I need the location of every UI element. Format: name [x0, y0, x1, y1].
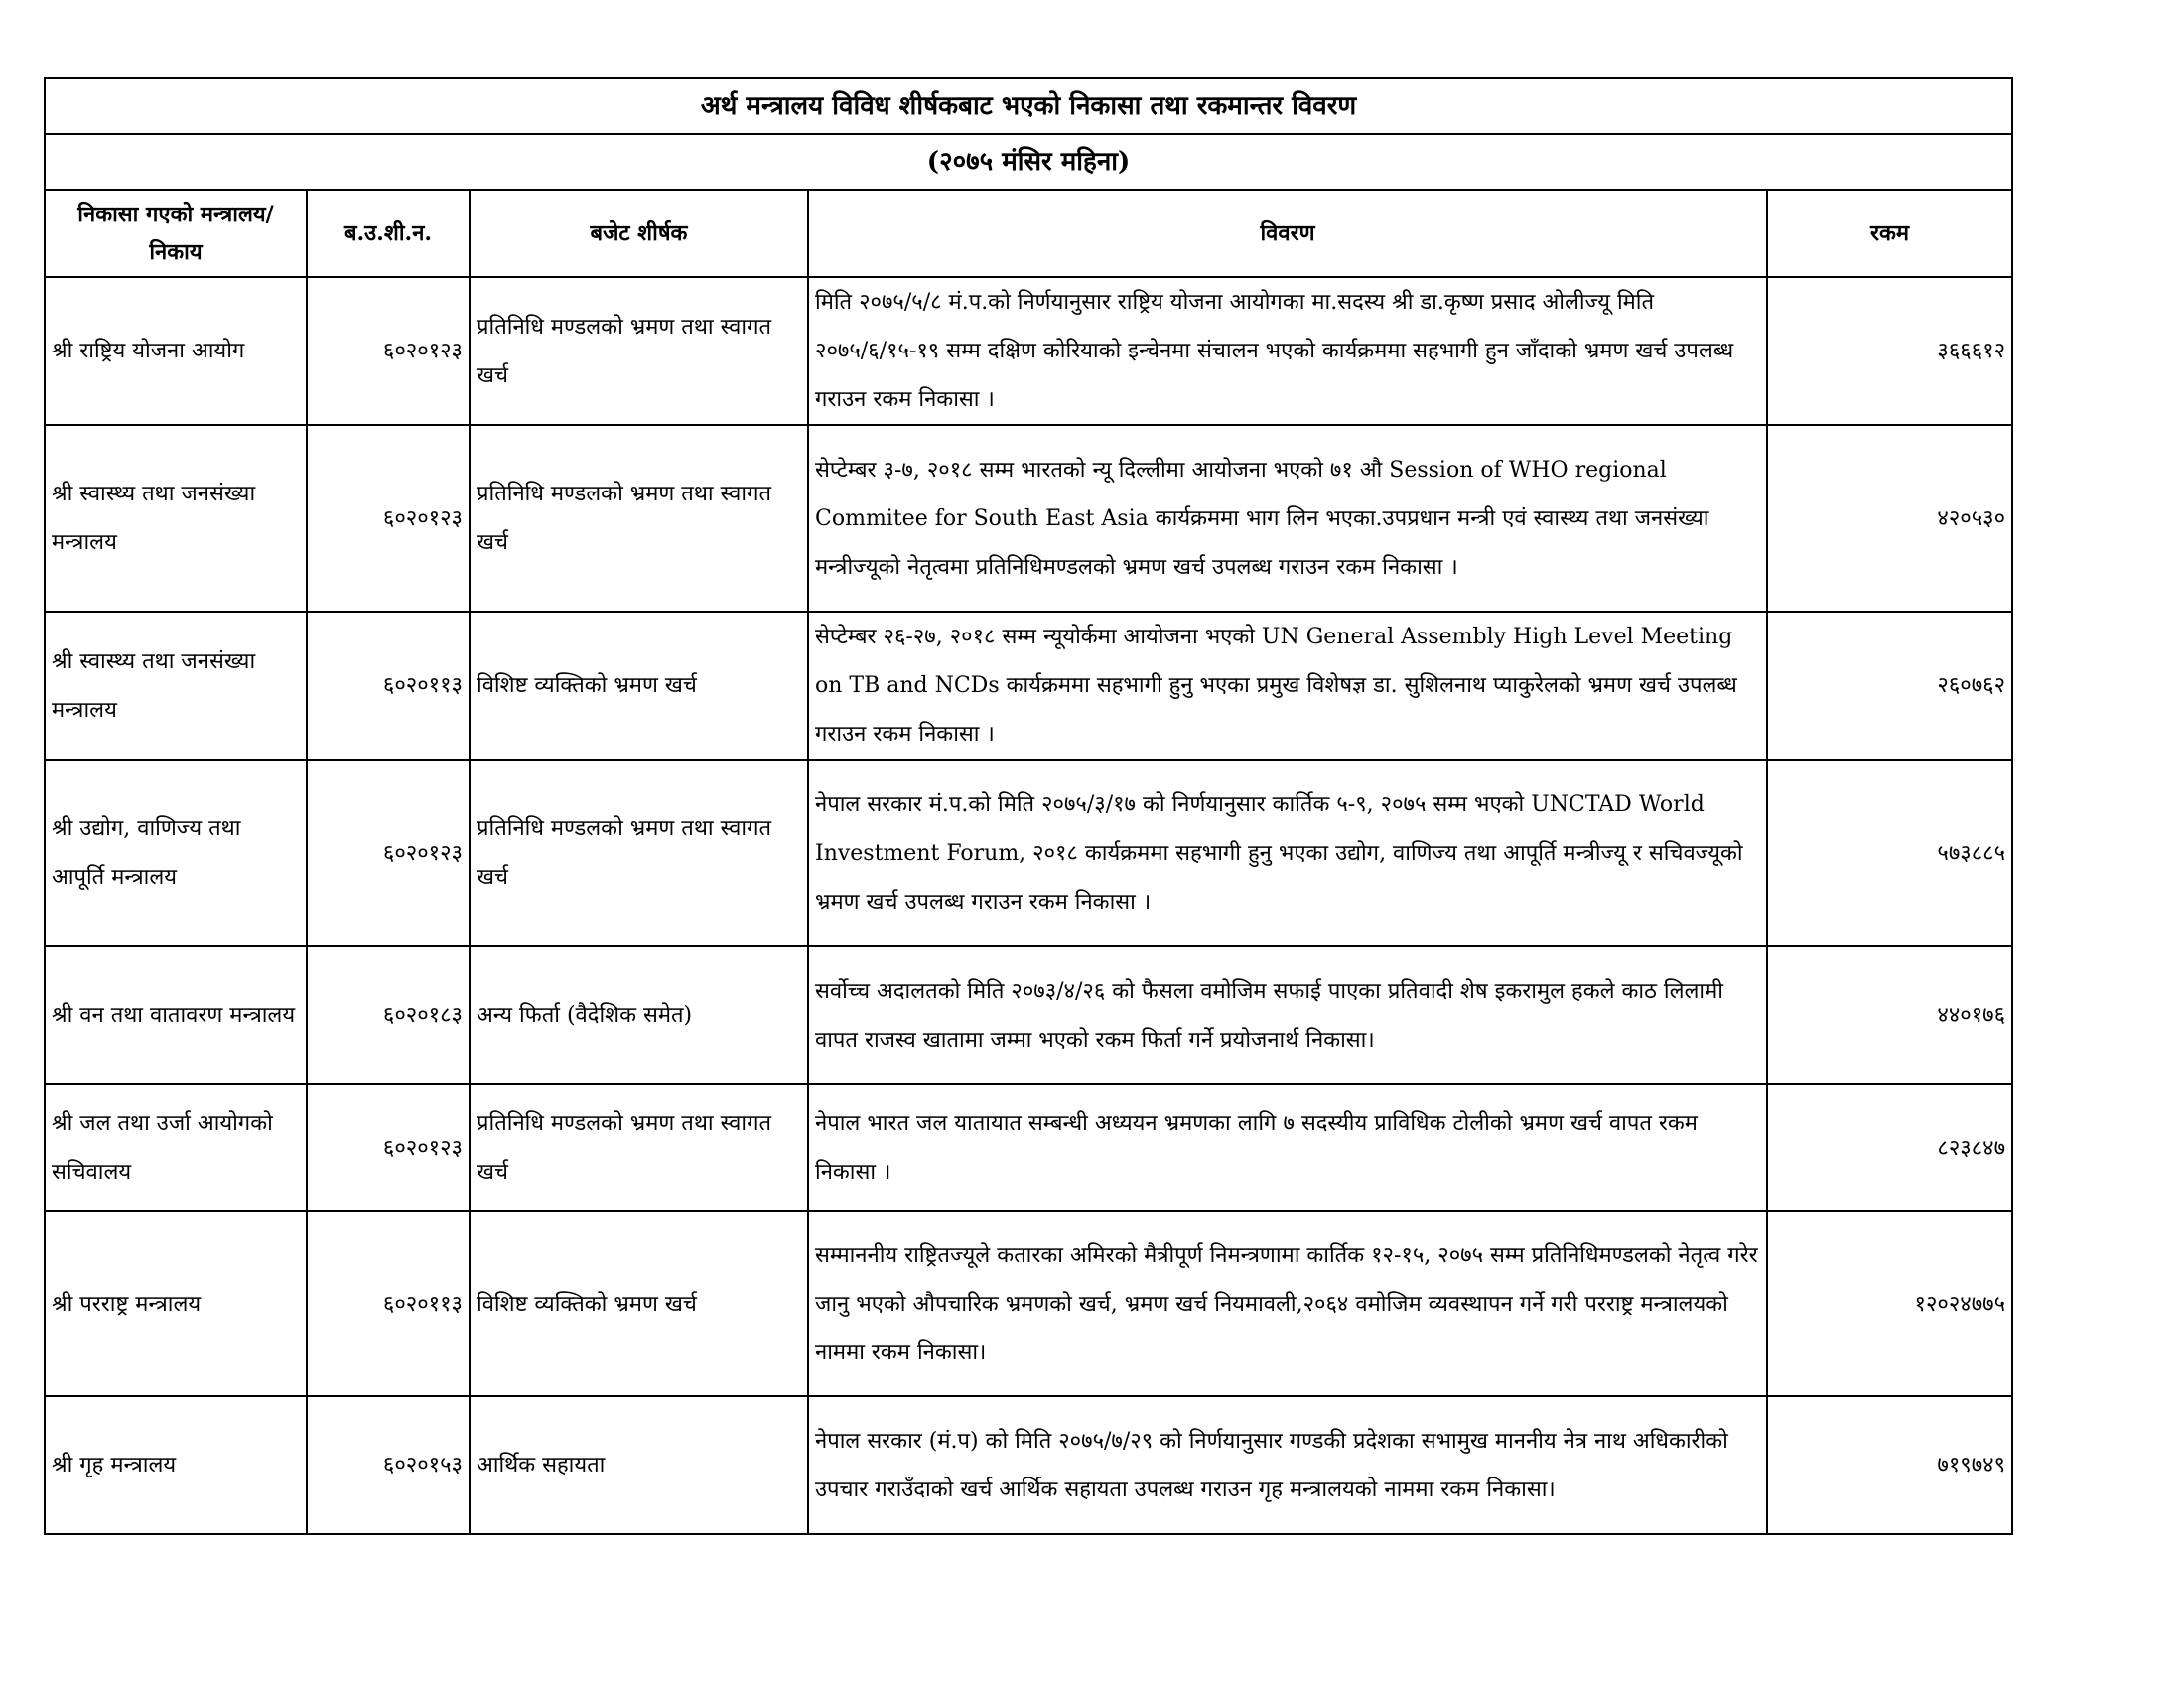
- budget-heading-cell: आर्थिक सहायता: [470, 1396, 808, 1534]
- table-row: [45, 277, 2012, 425]
- table-row: [45, 946, 2012, 1084]
- header-office: निकासा गएको मन्त्रालय/निकाय: [45, 190, 307, 277]
- amount-cell: १२०२४७७५: [1767, 1211, 2012, 1396]
- budget-heading-cell: प्रतिनिधि मण्डलको भ्रमण तथा स्वागत खर्च: [470, 425, 808, 612]
- description-cell: सेप्टेम्बर ३-७, २०१८ सम्म भारतको न्यू दिल्लीमा आयोजना भएको ७१ औ Session of WHO regional Commitee for South East Asia कार्यक्रममा भाग लिन भएका.उपप्रधान मन्त्री एवं स्वास्थ्य तथा जनसंख्या मन्त्रीज्यूको नेतृत्वमा प्रतिनिधिमण्डलको भ्रमण खर्च उपलब्ध गराउन रकम निकासा ।: [808, 425, 1767, 612]
- table-row: [45, 1211, 2012, 1396]
- budget-heading-cell: प्रतिनिधि मण्डलको भ्रमण तथा स्वागत खर्च: [470, 277, 808, 425]
- document-title: अर्थ मन्त्रालय विविध शीर्षकबाट भएको निकासा तथा रकमान्तर विवरण: [45, 78, 2012, 134]
- description-cell: नेपाल सरकार (मं.प) को मिति २०७५/७/२९ को निर्णयानुसार गण्डकी प्रदेशका सभामुख माननीय नेत्र नाथ अधिकारीको उपचार गराउँदाको खर्च आर्थिक सहायता उपलब्ध गराउन गृह मन्त्रालयको नाममा रकम निकासा।: [808, 1396, 1767, 1534]
- office-cell: श्री स्वास्थ्य तथा जनसंख्या मन्त्रालय: [45, 612, 307, 760]
- document-subtitle: (२०७५ मंसिर महिना): [45, 134, 2012, 190]
- office-cell: श्री वन तथा वातावरण मन्त्रालय: [45, 946, 307, 1084]
- amount-cell: ८२३८४७: [1767, 1084, 2012, 1211]
- disbursement-table: [44, 77, 2013, 1535]
- office-cell: श्री राष्ट्रिय योजना आयोग: [45, 277, 307, 425]
- amount-cell: ४४०१७६: [1767, 946, 2012, 1084]
- header-row: [45, 190, 2012, 277]
- description-cell: मिति २०७५/५/८ मं.प.को निर्णयानुसार राष्ट्रिय योजना आयोगका मा.सदस्य श्री डा.कृष्ण प्रसाद ओलीज्यू मिति २०७५/६/१५-१९ सम्म दक्षिण कोरियाको इन्चेनमा संचालन भएको कार्यक्रममा सहभागी हुन जाँदाको भ्रमण खर्च उपलब्ध गराउन रकम निकासा ।: [808, 277, 1767, 425]
- office-cell: श्री जल तथा उर्जा आयोगको सचिवालय: [45, 1084, 307, 1211]
- budget-heading-cell: विशिष्ट व्यक्तिको भ्रमण खर्च: [470, 612, 808, 760]
- budget-code-cell: ६०२०१२३: [307, 277, 470, 425]
- office-cell: श्री परराष्ट्र मन्त्रालय: [45, 1211, 307, 1396]
- table-row: [45, 612, 2012, 760]
- description-cell: सेप्टेम्बर २६-२७, २०१८ सम्म न्यूयोर्कमा आयोजना भएको UN General Assembly High Level Meeting on TB and NCDs कार्यक्रममा सहभागी हुनु भएका प्रमुख विशेषज्ञ डा. सुशिलनाथ प्याकुरेलको भ्रमण खर्च उपलब्ध गराउन रकम निकासा ।: [808, 612, 1767, 760]
- title-row: [45, 78, 2012, 134]
- table-row: [45, 1084, 2012, 1211]
- budget-heading-cell: अन्य फिर्ता (वैदेशिक समेत): [470, 946, 808, 1084]
- budget-heading-cell: विशिष्ट व्यक्तिको भ्रमण खर्च: [470, 1211, 808, 1396]
- office-cell: श्री उद्योग, वाणिज्य तथा आपूर्ति मन्त्रालय: [45, 760, 307, 946]
- subtitle-row: [45, 134, 2012, 190]
- amount-cell: ३६६६१२: [1767, 277, 2012, 425]
- table-row: [45, 1396, 2012, 1534]
- budget-code-cell: ६०२०१२३: [307, 760, 470, 946]
- header-budget: बजेट शीर्षक: [470, 190, 808, 277]
- budget-code-cell: ६०२०१५३: [307, 1396, 470, 1534]
- description-cell: सम्माननीय राष्ट्रितज्यूले कतारका अमिरको मैत्रीपूर्ण निमन्त्रणामा कार्तिक १२-१५, २०७५ सम्म प्रतिनिधिमण्डलको नेतृत्व गरेर जानु भएको औपचारिक भ्रमणको खर्च, भ्रमण खर्च नियमावली,२०६४ वमोजिम व्यवस्थापन गर्ने गरी परराष्ट्र मन्त्रालयको नाममा रकम निकासा।: [808, 1211, 1767, 1396]
- budget-heading-cell: प्रतिनिधि मण्डलको भ्रमण तथा स्वागत खर्च: [470, 1084, 808, 1211]
- budget-heading-cell: प्रतिनिधि मण्डलको भ्रमण तथा स्वागत खर्च: [470, 760, 808, 946]
- amount-cell: ५७३८८५: [1767, 760, 2012, 946]
- header-amount: रकम: [1767, 190, 2012, 277]
- amount-cell: २६०७६२: [1767, 612, 2012, 760]
- description-cell: नेपाल सरकार मं.प.को मिति २०७५/३/१७ को निर्णयानुसार कार्तिक ५-९, २०७५ सम्म भएको UNCTAD World Investment Forum, २०१८ कार्यक्रममा सहभागी हुनु भएका उद्योग, वाणिज्य तथा आपूर्ति मन्त्रीज्यू र सचिवज्यूको भ्रमण खर्च उपलब्ध गराउन रकम निकासा ।: [808, 760, 1767, 946]
- budget-code-cell: ६०२०१२३: [307, 425, 470, 612]
- budget-code-cell: ६०२०११३: [307, 612, 470, 760]
- office-cell: श्री गृह मन्त्रालय: [45, 1396, 307, 1534]
- header-description: विवरण: [808, 190, 1767, 277]
- amount-cell: ४२०५३०: [1767, 425, 2012, 612]
- budget-code-cell: ६०२०१२३: [307, 1084, 470, 1211]
- header-code: ब.उ.शी.न.: [307, 190, 470, 277]
- budget-code-cell: ६०२०११३: [307, 1211, 470, 1396]
- table-row: [45, 425, 2012, 612]
- budget-code-cell: ६०२०१८३: [307, 946, 470, 1084]
- table-row: [45, 760, 2012, 946]
- office-cell: श्री स्वास्थ्य तथा जनसंख्या मन्त्रालय: [45, 425, 307, 612]
- description-cell: नेपाल भारत जल यातायात सम्बन्धी अध्ययन भ्रमणका लागि ७ सदस्यीय प्राविधिक टोलीको भ्रमण खर्च वापत रकम निकासा ।: [808, 1084, 1767, 1211]
- description-cell: सर्वोच्च अदालतको मिति २०७३/४/२६ को फैसला वमोजिम सफाई पाएका प्रतिवादी शेष इकरामुल हकले काठ लिलामी वापत राजस्व खातामा जम्मा भएको रकम फिर्ता गर्ने प्रयोजनार्थ निकासा।: [808, 946, 1767, 1084]
- amount-cell: ७१९७४९: [1767, 1396, 2012, 1534]
